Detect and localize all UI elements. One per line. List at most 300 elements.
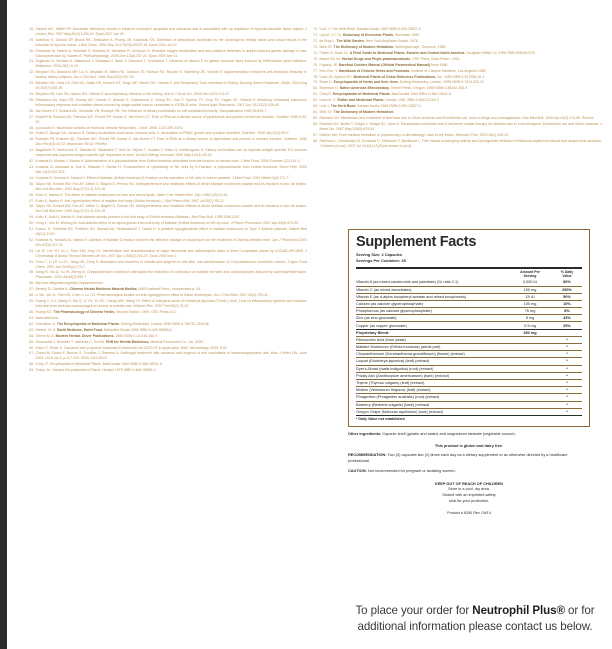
blend-ingredient-name: Barberry (Berberis vulgaris) (bark) (extract) bbox=[356, 401, 508, 408]
product-number: Product # 6350 Rev. 09/14 bbox=[447, 510, 491, 515]
reference-text: Huang Y, Li J, Wang R, Wu Q, Li YH, Yu SC, Cheng WM, Wang YY. Effect of triterpene acids of eriobotrya japonica (Thunb.) Lindl. Leaf on inflammatory cytokine and mediator induction from alveolar macrophages of chronic bronchitic rats. Inflamm Res. 2007 Feb;56(2):76-82. bbox=[35, 299, 307, 308]
reference-number: 46. bbox=[29, 192, 34, 197]
nutrient-amount: 150 mg bbox=[508, 286, 552, 293]
reference-item bbox=[310, 139, 602, 149]
reference-text: Talpur NA, Echard BW, Fan AY, Jaffari O, Bagchi D, Preuss HG. Antihypertensive and metabolic effects of whole Maitake mushroom powder and its fractions in two rat strains. Mol Cell Biochem. 2002 Aug;237(1-2):129-36. bbox=[35, 204, 307, 214]
reference-text: Duke JA, Ayensu ES. Medicinal Plants of China Reference Publications, Inc. 1985 ISBN 0-917256-20-4. bbox=[319, 74, 486, 79]
reference-number: 59. bbox=[29, 299, 34, 304]
reference-text: Salnikow K, Donald SP, Bruick RK, Zhitkovich A, Phang JM, Kasprzak KS. Depletion of intracellular ascorbate by the carcinogenic metals nickel and cobalt results in the induction of hypoxic stress. J Biol Chem. 2004 Sep 24;279(39):40337-44. Epub 2004 Jul 22. bbox=[35, 37, 307, 47]
blend-ingredient-amount bbox=[508, 387, 552, 394]
reference-item bbox=[26, 260, 307, 270]
reference-number: 29. bbox=[29, 37, 34, 42]
reference-number: 69. bbox=[29, 368, 34, 373]
reference-item bbox=[26, 328, 307, 333]
reference-text: Jiang H, Xia Q, Xu W, Zheng M. Chrysanthemum morifolium attenuated the reduction of contraction of isolated rat heart and cardiomyocytes induced by ischemia/reperfusion. Pharmazie. 2004 Jul;59(7):565-7. bbox=[35, 270, 307, 280]
reference-number: 71. bbox=[313, 32, 318, 37]
daily-value-footnote: * Daily Value not established bbox=[356, 415, 582, 422]
nutrient-amount: 0.5 mg bbox=[508, 322, 552, 329]
reference-text: Van Buren CT, Kulkarni AD, Schandle VB, Rudolph FB. The influence of dietary nucleotides on cell-mediated immunity. Transplantation 1983;36:694-7. bbox=[35, 108, 268, 113]
reference-number: 35. bbox=[29, 97, 34, 102]
supplement-facts-table-head bbox=[356, 269, 582, 279]
reference-item bbox=[310, 98, 602, 103]
blend-ingredient-row bbox=[356, 379, 582, 386]
reference-item bbox=[26, 59, 307, 69]
reference-item bbox=[26, 340, 307, 345]
storage-line-1: Store in a cool, dry area. bbox=[448, 487, 490, 492]
keep-out-of-reach-block bbox=[348, 482, 590, 505]
caution-text: Not recommended for pregnant or lactating women. bbox=[366, 469, 456, 474]
caution bbox=[348, 469, 590, 475]
reference-item bbox=[26, 193, 307, 198]
reference-item bbox=[26, 115, 307, 125]
reference-number: 47. bbox=[29, 198, 34, 203]
blend-ingredient-name: Loquat (Eriobotrya japonica) (leaf) (extract) bbox=[356, 358, 508, 365]
reference-number: 65. bbox=[29, 339, 34, 344]
reference-number: 77. bbox=[313, 68, 318, 73]
reference-text: Fogarty, JE. Barefoot Doctors Manual (Official Paramedical Manual) Anon 1980. bbox=[319, 62, 449, 67]
blend-ingredient-daily-value: * bbox=[552, 365, 582, 372]
reference-number: 39. bbox=[29, 131, 34, 136]
reference-text: Kodama N, Komuta K, Nanba H. Effect of Maitake (Grifola frondosa) D-Fraction on the activation of NK cells in cancer patients. J Med Food. 2003 Winter;6(4):371-7. bbox=[35, 175, 290, 180]
reference-item bbox=[310, 110, 602, 115]
reference-text: Chen T, Li LP, Lu XY, Jiang HD, Zeng S. Absorption and excretion of luteolin and apigenin in rats after oral administration of Chrysanthemum morifolium extract. J Agric Food Chem. 2007 Jan 24;55(2):273-7. bbox=[35, 259, 307, 269]
blend-ingredient-amount bbox=[508, 379, 552, 386]
reference-item bbox=[310, 75, 602, 80]
page-left-edge bbox=[0, 0, 7, 649]
supplement-facts-table bbox=[356, 269, 582, 415]
reference-text: Chiej, R. Encyclopedia of Medicinal Plants. MacDonald 1984 ISBN 0-356-10541-5. bbox=[35, 362, 163, 367]
product-name-text: Neutrophil Plus bbox=[472, 604, 557, 617]
blend-ingredient-name: Dyer's-Woad (Isatis indigotica) (root) (extract) bbox=[356, 365, 508, 372]
gluten-dairy-free-statement: This product is gluten and dairy free. bbox=[434, 443, 504, 449]
reference-number: 64. bbox=[29, 333, 34, 338]
reference-text: Meydani SN, Leka LS, Fine BC, Dallal GE, Keusch GT, Singh MF, Hamer DH. Vitamin E and Respiratory Tract Infections in Elderly Nursing Home Residents. JAMA. 2004 Aug 18;292(7):828-36. bbox=[35, 81, 307, 91]
reference-number: 61. bbox=[29, 315, 34, 320]
reference-text: de Bray L. The Wild Garden. New York Mayflower Books. 1978. bbox=[319, 38, 419, 43]
reference-text: Rachova L, Obloziinsky M, Kosalova D, Kettmann V, Bezakova L. Free radical scavenging activity and lipoxygenase inhibition of Mahonia aquifolium extract and isoquinoline alkaloids. J Inflamm (Lond). 2007 Jul 16;4(1):15 [Epub ahead of print]. bbox=[319, 138, 602, 148]
reference-number: 80. bbox=[313, 86, 318, 91]
recommendation bbox=[348, 453, 590, 464]
nutrient-row bbox=[356, 293, 582, 300]
reference-text: Dattner AM. From medical herbalism to phytotherapy in dermatology: back to the future. Dermatol Ther. 2003;16(2):106-13. bbox=[319, 132, 510, 137]
storage-line-3: seal for your protection. bbox=[448, 499, 490, 504]
supplement-facts-panel bbox=[348, 229, 590, 427]
header-amount-line1: Amount Per bbox=[520, 270, 540, 275]
blend-ingredient-name: Ribonucleic Acid (from yeast) bbox=[356, 336, 508, 343]
reference-item bbox=[26, 346, 307, 351]
reference-number: 33. bbox=[29, 81, 34, 86]
reference-item bbox=[310, 39, 602, 44]
reference-item bbox=[310, 27, 602, 32]
reference-text: Launert, E. Edible and Medicinal Plants. Hamlyn 1981 ISBN 0-600-37216-2. bbox=[319, 98, 440, 103]
reference-number: 84. bbox=[313, 110, 318, 115]
reference-text: Gruenwald J, Brendler T, Jaenicke C, Sci Ed. PDR for Herbal Medicines. Medical Economics Co., Inc. 2000. bbox=[35, 339, 204, 344]
reference-number: 74. bbox=[313, 50, 318, 55]
reference-text: Holen E, Bjorge OA, Jonsson R. Dietary nucleotides and human immune cells. II. Modulation of PBMC growth and cytokine secretion. Nutrition. 2006 Jan;22(1):90-6. bbox=[35, 131, 290, 136]
reference-item bbox=[26, 322, 307, 327]
proprietary-blend-row bbox=[356, 329, 582, 336]
blend-ingredient-row bbox=[356, 401, 582, 408]
reference-item bbox=[26, 362, 307, 367]
blend-ingredient-name: Mullein (Verbascum thapsus) (leaf) (extract) bbox=[356, 387, 508, 394]
reference-item bbox=[26, 92, 307, 97]
reference-item bbox=[26, 281, 307, 286]
reference-text: Triska, Dr. Hamlyn Encyclopedia of Plants. Hamlyn 1975 ISBN 0-600-33545-3 bbox=[35, 368, 156, 373]
reference-item bbox=[310, 45, 602, 50]
blend-ingredient-amount bbox=[508, 358, 552, 365]
reference-item bbox=[26, 126, 307, 131]
nutrient-name: Vitamin A (as mixed carotenoids and palmitate) (IU ratio 1:1) bbox=[356, 280, 459, 285]
reference-item bbox=[26, 199, 307, 204]
reference-number: 38. bbox=[29, 125, 34, 130]
blend-ingredient-amount bbox=[508, 344, 552, 351]
order-callout bbox=[344, 603, 606, 635]
keep-out-heading: KEEP OUT OF REACH OF CHILDREN bbox=[434, 481, 504, 486]
reference-item bbox=[26, 49, 307, 59]
reference-text: Kisko G, Roller S. Carvacrol and p-cymene inactivate Escherichia coli O157:H7 in apple juice. BMC Microbiology 2005, 5:36. bbox=[35, 345, 228, 350]
blend-ingredient-amount bbox=[508, 365, 552, 372]
blend-ingredient-daily-value: * bbox=[552, 351, 582, 358]
reference-number: 32. bbox=[29, 70, 34, 75]
reference-number: 28. bbox=[29, 27, 34, 31]
reference-number: 76. bbox=[313, 62, 318, 67]
reference-text: Chevallier. A. The Encyclopedia of Medicinal Plants. Dorling Kindersley. London 1996 ISBN 9-780751-303148. bbox=[35, 321, 210, 326]
order-callout-line1-post: or for bbox=[564, 604, 595, 617]
blend-ingredient-name: Prickly Ash (Zanthoxylum americanum) (bark) (extract) bbox=[356, 372, 508, 379]
blend-ingredient-amount bbox=[508, 351, 552, 358]
reference-text: Bown D. Encyclopaedia of Herbs and their Uses. Dorling Kindersley, London. 1995 ISBN 0-7513-020-31. bbox=[319, 80, 485, 85]
reference-text: Talpur NA, Echard BW, Fan AY, Jaffari O, Bagchi D, Preuss HG. Antihypertensive and metabolic effects of whole Maitake mushroom powder and its fractions in two rat strains. Mol Cell Biochem. 2002 Aug;237(1-2):129-36. bbox=[35, 181, 307, 191]
reference-item bbox=[26, 27, 307, 37]
reference-number: 72. bbox=[313, 38, 318, 43]
blend-ingredient-row bbox=[356, 358, 582, 365]
reference-item bbox=[26, 299, 307, 309]
reference-item bbox=[310, 116, 602, 121]
reference-item bbox=[310, 104, 602, 109]
reference-text: Chiej R. Encyclopaedia of Medicinal Plants. MacDonald 1984 ISBN 0-356-10541-5. bbox=[319, 92, 452, 97]
blend-ingredient-row bbox=[356, 365, 582, 372]
blend-ingredient-row bbox=[356, 372, 582, 379]
blend-ingredient-amount bbox=[508, 394, 552, 401]
nutrient-name: Copper (as copper gluconate) bbox=[356, 322, 508, 329]
reference-number: 30. bbox=[29, 48, 34, 53]
reference-number: 73. bbox=[313, 44, 318, 49]
reference-number: 67. bbox=[29, 351, 34, 356]
reference-text: http://en.wikipedia.org/wiki/Chrysanthemum. bbox=[35, 281, 104, 286]
reference-item bbox=[26, 310, 307, 315]
reference-item bbox=[26, 368, 307, 373]
reference-item bbox=[26, 81, 307, 91]
reference-text: Bensky D, Gamble A. Chinese Herbal Medicine Materia Medica 1993 Eastland Press, Incorporated p. 44. bbox=[35, 287, 201, 292]
blend-ingredient-row bbox=[356, 387, 582, 394]
blend-ingredient-row bbox=[356, 408, 582, 415]
nutrient-daily-value: 10% bbox=[552, 300, 582, 307]
reference-item bbox=[310, 80, 602, 85]
reference-item bbox=[26, 137, 307, 147]
reference-text: Foster S, Duke JA. A Field Guide to Medicinal Plants: Eastern and Central North America. Houghton Mifflin Co. 1990 SBN 0395467225. bbox=[319, 50, 536, 55]
nutrient-name: Phosphorous (as calcium glycerophosphate) bbox=[356, 308, 508, 315]
nutrient-daily-value: 33% bbox=[552, 315, 582, 322]
reference-number: 86. bbox=[313, 122, 318, 126]
serving-size: Serving Size: 2 Capsules bbox=[356, 252, 403, 257]
reference-number: 52. bbox=[29, 237, 34, 242]
reference-number: 50. bbox=[29, 221, 34, 226]
reference-item bbox=[310, 69, 602, 74]
reference-number: 66. bbox=[29, 345, 34, 350]
nutrient-daily-value: 250% bbox=[552, 286, 582, 293]
header-amount-line2: Serving bbox=[523, 274, 537, 279]
reference-number: 41. bbox=[29, 148, 34, 153]
reference-number: 55. bbox=[29, 270, 34, 275]
registered-trademark-icon: ® bbox=[556, 604, 565, 617]
reference-item bbox=[26, 227, 307, 237]
supplement-facts-section bbox=[348, 229, 590, 515]
blend-ingredient-daily-value: * bbox=[552, 336, 582, 343]
reference-number: 53. bbox=[29, 248, 34, 253]
reference-number: 45. bbox=[29, 181, 34, 186]
reference-text: Chami N, Chami F, Bennis S, Trouillas J, Remmal A. Antifungal treatment with carvacrol and eugenol of oral candidiasis in immunosuppressed rats. Braz J Infect Dis, June 2004, vol.8, no.3, p.217-226. ISSN 1413-8670. bbox=[35, 351, 307, 361]
reference-item bbox=[26, 70, 307, 80]
nutrient-amount: 5 mg bbox=[508, 315, 552, 322]
reference-number: 75. bbox=[313, 56, 318, 61]
reference-item bbox=[26, 109, 307, 114]
nutrient-daily-value: 8% bbox=[552, 308, 582, 315]
nutrient-name: Vitamin C (as mixed ascorbates) bbox=[356, 286, 508, 293]
reference-text: Rudolph FB, Kulkarni AD, Fanslow WC, Pizzini RP, Kumar S, Van Buren CT. Role of RNA as a dietary source of pyrimidines and purines in immune function. Nutrition. 1990 Jan-Feb;6(1):45-52; discussion 59-62. Review. bbox=[35, 137, 307, 147]
reference-number: 57. bbox=[29, 287, 34, 292]
reference-number: 83. bbox=[313, 104, 318, 109]
reference-text: Moerman D. Native American Ethnobotany. Timber Press, Oregon. 1998 ISBN 0-88192-453-9. bbox=[319, 86, 469, 91]
reference-list-right bbox=[310, 27, 602, 149]
reference-number: 85. bbox=[313, 116, 318, 121]
reference-item bbox=[26, 316, 307, 321]
reference-item bbox=[26, 287, 307, 292]
reference-text: Lust, J. The Herb Book. Bantam books 1983 ISBN 0-553-23827-2. bbox=[319, 27, 422, 31]
reference-item bbox=[310, 57, 602, 62]
reference-item bbox=[26, 182, 307, 192]
reference-number: 70. bbox=[313, 27, 318, 31]
reference-item bbox=[26, 215, 307, 220]
reference-number: 51. bbox=[29, 227, 34, 232]
reference-item bbox=[26, 204, 307, 214]
recommendation-text: Two (2) capsules two (2) times each day as a dietary supplement or as otherwise directed by a healthcare professional. bbox=[348, 453, 568, 463]
other-ingredients bbox=[348, 432, 590, 438]
reference-number: 42. bbox=[29, 159, 34, 164]
servings-per-container: Servings Per Container: 45 bbox=[356, 258, 406, 264]
reference-text: Him-Che, Y. Handbook of Chinese Herbs and Formulas. Institute of Chinese Medicine, Los Angeles 1985. bbox=[319, 68, 487, 73]
reference-item bbox=[310, 51, 602, 56]
nutrient-row bbox=[356, 322, 582, 329]
other-ingredients-label: Other ingredients: bbox=[348, 432, 382, 437]
proprietary-blend-daily-value bbox=[552, 329, 582, 336]
reference-text: Jyonouchi H. Nucleotide Actions on Humoral Immune Responses. J Nutr. 1994. 124:1385-143S. bbox=[35, 125, 184, 130]
blend-ingredient-name: Chrysanthemum (Dendranthema grandiflorum) (flower) (extract) bbox=[356, 351, 508, 358]
blend-ingredient-row bbox=[356, 344, 582, 351]
blend-ingredient-daily-value: * bbox=[552, 401, 582, 408]
nutrient-row bbox=[356, 300, 582, 307]
reference-text: Mills SY. The Dictionary of Modern Herbalism. Wellingborough: Thorsons, 1985. bbox=[319, 44, 447, 49]
blend-ingredient-name: Thyme (Thymus vulgaris) (leaf) (extract) bbox=[356, 379, 508, 386]
header-daily-value bbox=[552, 269, 582, 279]
reference-text: Vissers MC, Wilkie RP. Ascorbate deficiency results in impaired neutrophil apoptosis and clearance and is associated with up-regulation of hypoxia-inducible factor 1alpha. J Leukoc Biol. 2007 May;81(5):1236-44. Epub 2007 Jan 30. bbox=[35, 27, 307, 36]
blend-ingredient-name: Maitake Mushroom (Grifola frondosa) (aerial part) bbox=[356, 344, 508, 351]
supplement-facts-title: Supplement Facts bbox=[356, 234, 477, 250]
reference-number: 87. bbox=[313, 132, 318, 137]
reference-text: Li WL, Wu JL, Ren BR, Chen J, Lu CG. Pharmacological studies on anti-hyperglycemic effect of folium eriobotryae. Am J Chin Med. 2007;35(4):705-11. bbox=[35, 293, 269, 298]
reference-text: Kodama N, Asakawa A, Inui A, Masuda Y, Nanba H. Enhancement of cytotoxicity of NK cells by D-Fraction, a polysaccharide from Grifola frondosa. Oncol Rep. 2005 Mar;13(3):497-502. bbox=[35, 164, 307, 174]
blend-ingredient-row bbox=[356, 336, 582, 343]
nutrient-amount: 75 mg bbox=[508, 308, 552, 315]
blend-ingredient-daily-value: * bbox=[552, 408, 582, 415]
reference-list-left bbox=[26, 27, 307, 373]
header-nutrient bbox=[356, 269, 508, 279]
reference-number: 44. bbox=[29, 175, 34, 180]
reference-text: Konno, S, Tortorelis DG, Fullerton SA, Samadi AA, Hettiarachchi J, Tazaki H. A possible hypoglycaemic effect of maitake mushroom on Type 2 diabetic patients. Diabet Med 18(12):1010. bbox=[35, 227, 307, 237]
reference-number: 37. bbox=[29, 114, 34, 119]
blend-ingredient-amount bbox=[508, 408, 552, 415]
reference-item bbox=[26, 334, 307, 339]
reference-number: 79. bbox=[313, 80, 318, 85]
reference-text: Fesharaki M, Nasimi A, Mokhtari S, Mokhtari R, Moradian R, Amirpoor N. Reactive oxygen metabolites and anti-oxidative defenses in aspirin-induced gastric damage in rats: Gastroprotection by Vitamin E. Pathophysiology. 2006 Dec;13(4):237-43. Epub 2006 Sep 11. bbox=[35, 48, 307, 58]
reference-number: 60. bbox=[29, 309, 34, 314]
reference-item bbox=[310, 33, 602, 38]
nutrient-row bbox=[356, 286, 582, 293]
product-name bbox=[472, 604, 565, 617]
nutrient-name: Calcium (as calcium glycerophosphate) bbox=[356, 300, 508, 307]
blend-ingredient-daily-value: * bbox=[552, 344, 582, 351]
reference-item bbox=[310, 122, 602, 132]
nutrient-amount: 100 mg bbox=[508, 300, 552, 307]
reference-number: 48. bbox=[29, 204, 34, 209]
reference-number: 68. bbox=[29, 362, 34, 367]
reference-text: Meydani SN, Han SN, Hamer DH. Vitamin E and respiratory infection in the elderly. Ann N Y Acad Sci. 2004 Dec;1031:214-22. bbox=[35, 91, 230, 96]
reference-text: Kubo K, Nanba H. The effect of maitake mushrooms on liver and serum lipids. Altern Ther Health Med. Sep; 1996;2(5):62-66. bbox=[35, 192, 229, 197]
reference-number: 88. bbox=[313, 138, 318, 143]
reference-text: Meydani SN, Barklund MP, Liu S, Meydani M, Miller RA, Cannon JG, Morrow FD, Rocklin R, Blumberg JB. Vitamin E supplementation enhances cell-mediated immunity in healthy elderly subjects. Am J Clin Nutr. 1990 Sep;52(3):557-63. bbox=[35, 70, 307, 80]
reference-number: 40. bbox=[29, 137, 34, 142]
reference-text: Kubo K, Aoki H, Nanba H. Anti-diabetic activity present in the fruit body of Grifola frondosa (Maitake). Biol Phar Bull. 1788;1196-1110. bbox=[35, 215, 241, 220]
reference-item bbox=[26, 221, 307, 226]
reference-number: 62. bbox=[29, 321, 34, 326]
reference-number: 78. bbox=[313, 74, 318, 79]
blend-ingredient-daily-value: * bbox=[552, 394, 582, 401]
reference-item bbox=[310, 63, 602, 68]
nutrient-name: Vitamin E (as d-alpha tocopheryl acetate and mixed tocopherols) bbox=[356, 293, 508, 300]
nutrient-row bbox=[356, 308, 582, 315]
reference-text: Mills SY. The Dictionary of Modern Herbalism. bbox=[319, 110, 395, 115]
blend-ingredient-daily-value: * bbox=[552, 372, 582, 379]
reference-text: Sugimoto N, Yoshida N, Nakamura Y, Ichikawa H, Naito Y, Okanoue T, Yoshikawa T. Influence of vitamin E on gastric mucosal injury induced by Helicobacter pylori infection. Biofactors. 2006;28(1):9-19. bbox=[35, 59, 307, 69]
reference-item bbox=[26, 131, 307, 136]
reference-item bbox=[26, 38, 307, 48]
reference-text: Hong L, Xun M, Wutong W. Anti-diabetic effect of an alpha-glucan from fruit body of Maitake (Grifola frondosa) on KK-Ay mice. J Pharm Pharmacol. 2007 Apr;59(4):575-82. bbox=[35, 221, 300, 226]
blend-ingredient-daily-value: * bbox=[552, 387, 582, 394]
nutrient-amount: 4,000 IU bbox=[522, 280, 538, 285]
reference-text: Lai JP, Lim YH, Su J, Shen HM, Ong CN. Identification and characterization of major flavonoids and caffeoylquinic acids in three Compositae plants by LC/DAD-APCI/MS. J Chromatogr B Analyt Technol Biomed Life Sci. 2007 Apr 1;848(2):215-25. Epub 2006 Nov 2. bbox=[35, 248, 307, 258]
reference-number: 58. bbox=[29, 293, 34, 298]
nutrient-amount: 15 IU bbox=[508, 293, 552, 300]
blend-ingredient-amount bbox=[508, 372, 552, 379]
reference-text: Lust J. The Herb Book. Bantam books 1983 ISBN 0-553-23827-2. bbox=[319, 104, 423, 109]
table-header-row bbox=[356, 269, 582, 279]
reference-text: Kodama N, Murata Y, Nanba H. Administration of a polysaccharide from Grifola frondosa stimulates immune function of normal mice. J Med Food. 2004 Summer;7(2):141-5. bbox=[35, 159, 301, 164]
reference-number: 34. bbox=[29, 91, 34, 96]
reference-number: 63. bbox=[29, 327, 34, 332]
reference-text: Bisset NG ed. Herbal Drugs and Phyto-pharmaceuticals. CRC Press, Boca Raton, 1994. bbox=[319, 56, 461, 61]
reference-item bbox=[310, 133, 602, 138]
references-column-left bbox=[26, 27, 307, 374]
reference-number: 49. bbox=[29, 215, 34, 220]
header-dv-line2: Value bbox=[562, 274, 572, 279]
reference-number: 31. bbox=[29, 59, 34, 64]
order-callout-line1-pre: To place your order for bbox=[355, 604, 473, 617]
reference-text: Shvedova AA, Kisin ER, Murray AR, Gorelik O, Arepalli S, Castranova V, Young SH, Gao F, Tyurina YY, Oury TD, Kagan VE. Vitamin E deficiency enhances pulmonary inflammatory response and oxidative stress induced by single-walled carbon nanotubes in C57BL/6 mice. Toxicol Appl Pharmacol. 2007 Jun 15;221(3):339-48. bbox=[35, 97, 307, 107]
caution-label: CAUTION: bbox=[348, 469, 367, 474]
reference-text: Nagafuchi S, Hachimura S, Totsuka M, Takahashi T, Goto M, Yajima T, Kuwata T, Hatsu S, Kaminogawa S. Dietary nucleotides can up-regulate antigen-specific Th1 immune responses and suppress antigen-specific IgE responses in mice. Int Arch Allergy Immunol. 2000 May;122(1):33-41. bbox=[35, 148, 307, 158]
reference-text: Kubo K, Nanba H. Anti-hyperlipoisis effect of maitake fruit body (Grifola frondosa). L Biol Pharm Bull. 1997 Jul;20(7):781-5. bbox=[35, 198, 225, 203]
reference-item bbox=[310, 92, 602, 97]
reference-text: Weiner. M. A. Earth Medicine, Earth Food. Ballantine Books 1980 ISBN 0-449-90589-6. bbox=[35, 327, 173, 332]
reference-number: 82. bbox=[313, 98, 318, 103]
reference-number: 56. bbox=[29, 281, 34, 286]
reference-item bbox=[26, 176, 307, 181]
supplement-facts-table-body bbox=[356, 279, 582, 415]
blend-ingredient-name: Oregon Grape (Mahonia aquifolium) (root) (extract) bbox=[356, 408, 508, 415]
nutrient-row bbox=[356, 315, 582, 322]
nutrient-daily-value: 50% bbox=[552, 293, 582, 300]
storage-line-2: Sealed with an imprinted safety bbox=[442, 493, 496, 498]
blend-ingredient-row bbox=[356, 394, 582, 401]
reference-text: Uphof, J C Th. Dictionary of Economic Plants. Weinheim 1959. bbox=[319, 32, 421, 37]
references-column-right bbox=[310, 27, 602, 150]
order-callout-line2: additional information please contact us below. bbox=[357, 619, 593, 633]
proprietary-blend-name: Proprietary Blend: bbox=[356, 329, 508, 336]
reference-item bbox=[26, 159, 307, 164]
reference-number: 43. bbox=[29, 164, 34, 169]
reference-item bbox=[26, 270, 307, 280]
reference-item bbox=[26, 148, 307, 158]
reference-text: Grieve M. A. Modern Herbal. Dover Publications. 1984 ISBN 0-14-046-440-9. bbox=[35, 333, 159, 338]
nutrient-name: Zinc (as zinc gluconate) bbox=[356, 315, 508, 322]
blend-ingredient-daily-value: * bbox=[552, 379, 582, 386]
nutrient-daily-value: 80% bbox=[563, 280, 571, 285]
reference-text: Rabbani GH. Mechanism and treatment of diarrhoea due to Vibrio cholerae and Escherichia coli: roles of drugs and prostaglandins. Dan Med Bull. 1996 Apr;43(2):173-85. Review. bbox=[319, 116, 595, 121]
reference-text: www.bibliolora. bbox=[35, 315, 59, 320]
reference-text: Huang KC. The Pharmacology of Chinese Herbs, Second Edition. 1999. CRC Press LLC. bbox=[35, 309, 177, 314]
reference-item bbox=[310, 86, 602, 91]
blend-ingredient-amount bbox=[508, 336, 552, 343]
reference-text: Rudolf FB, Kulkarni AD, Fansiow WC, Pizzini RP, Kumar S, Van Buren CT. Role of RNA as a dietary source of pyrimidines and purines in immune function. Nutrition 1990;6:45-52. bbox=[35, 114, 307, 124]
reference-item bbox=[26, 165, 307, 175]
reference-item bbox=[26, 238, 307, 248]
reference-text: Rabbani GH, Butler T, Knight J, Sanyal SC, Alam K. Randomized controlled trial of berberine sulfate therapy for diarrhea due to enterotoxigenic Escherichia coli and Vibrio cholerae. J Infect Dis. 1987 May;155(5):979-84. bbox=[319, 122, 602, 131]
proprietary-blend-amount: 450 mg bbox=[508, 329, 552, 336]
header-dv-line1: % Daily bbox=[560, 270, 574, 275]
page-content bbox=[7, 0, 612, 649]
reference-number: 36. bbox=[29, 108, 34, 113]
reference-number: 54. bbox=[29, 259, 34, 264]
other-ingredients-text: Capsule shell (gelatin and water) and magnesium stearate (vegetable source). bbox=[381, 432, 516, 437]
blend-ingredient-daily-value: * bbox=[552, 358, 582, 365]
reference-text: Kodama N, Yamada M, Nanba H. Addition of Maitake D-fraction reduces the effective dosage of vancomycin for the treatment of Listeria-infected mice. Jpn J Pharmacol.2001 Dec;87(4):327-32. bbox=[35, 237, 308, 247]
reference-item bbox=[26, 98, 307, 108]
nutrient-row bbox=[356, 279, 582, 286]
header-amount-per-serving bbox=[508, 269, 552, 279]
reference-item bbox=[26, 351, 307, 361]
blend-ingredient-row bbox=[356, 351, 582, 358]
nutrient-daily-value: 25% bbox=[552, 322, 582, 329]
reference-number: 81. bbox=[313, 92, 318, 97]
